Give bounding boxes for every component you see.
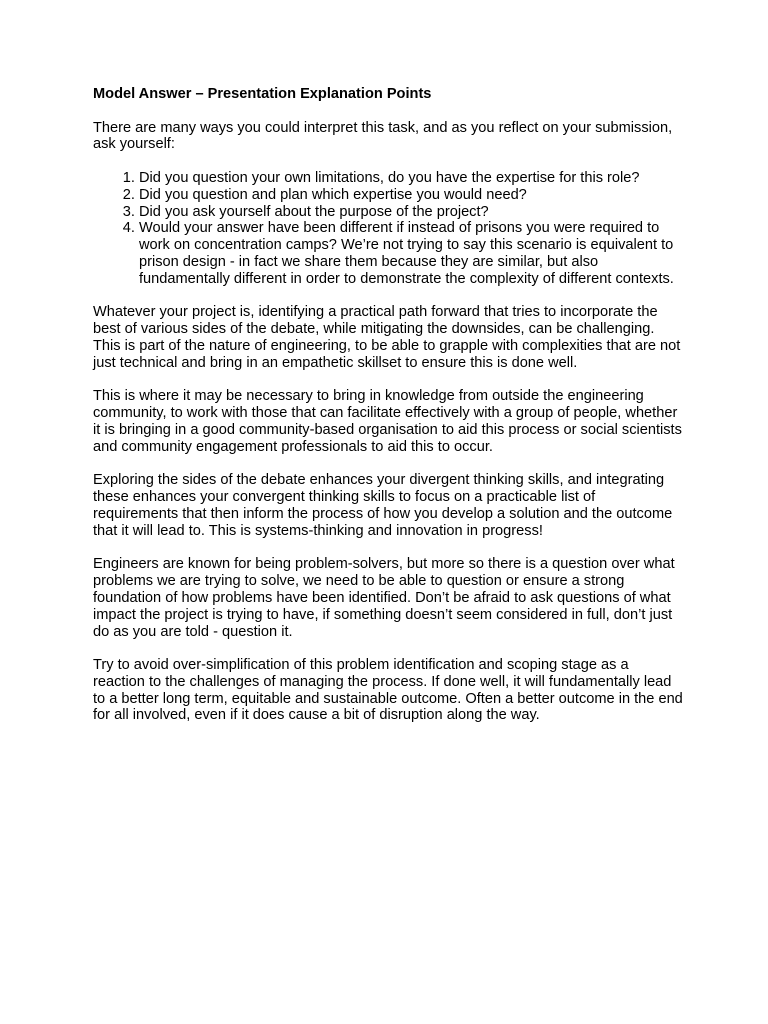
paragraph-thinking-skills: Exploring the sides of the debate enhances your divergent thinking skills, and integrating these enhances your convergent thinking skills to focus on a practicable list of requirements that then inform the process of how you develop a solution and the outcome that it will lead to. This is systems-thinking and innovation in progress! (93, 472, 673, 539)
paragraph-problem-solvers: Engineers are known for being problem-solvers, but more so there is a question over what problems we are trying to solve, we need to be able to question or ensure a strong foundation of how problems have been identified. Don’t be afraid to ask questions of what impact the project is trying to have, if something doesn’t seem considered in full, don’t just do as you are told - question it. (93, 556, 675, 640)
list-item: 1. Did you question your own limitations, do you have the expertise for this role? (139, 170, 683, 187)
reflection-questions-list (93, 170, 683, 288)
paragraph-outside-knowledge: This is where it may be necessary to bring in knowledge from outside the engineering community, to work with those that can facilitate effectively with a group of people, whether it is bringing in a good community-based organisation to aid this process or social scientists and community engagement professionals to aid this to occur. (93, 388, 682, 455)
document-page (93, 86, 683, 741)
intro-paragraph: There are many ways you could interpret this task, and as you reflect on your submission, ask yourself: (93, 119, 673, 153)
paragraph-avoid-oversimplification: Try to avoid over-simplification of this problem identification and scoping stage as a reaction to the challenges of managing the process. If done well, it will fundamentally lead to a better long term, equitable and sustainable outcome. Often a better outcome in the end for all involved, even if it does cause a bit of disruption along the way. (93, 657, 683, 724)
list-item: 2. Did you question and plan which expertise you would need? (139, 187, 683, 204)
list-item: 3. Did you ask yourself about the purpose of the project? (139, 204, 683, 221)
paragraph-practical-path: Whatever your project is, identifying a practical path forward that tries to incorporate the best of various sides of the debate, while mitigating the downsides, can be challenging. This is part of the nature of engineering, to be able to grapple with complexities that are not just technical and bring in an empathetic skillset to ensure this is done well. (93, 304, 681, 371)
document-title: Model Answer – Presentation Explanation Points (93, 86, 432, 102)
list-item: 4. Would your answer have been different if instead of prisons you were required to work on concentration camps? We’re not trying to say this scenario is equivalent to prison design - in fact we share them because they are similar, but also fundamentally different in order to demonstrate the complexity of different contexts. (139, 220, 683, 287)
